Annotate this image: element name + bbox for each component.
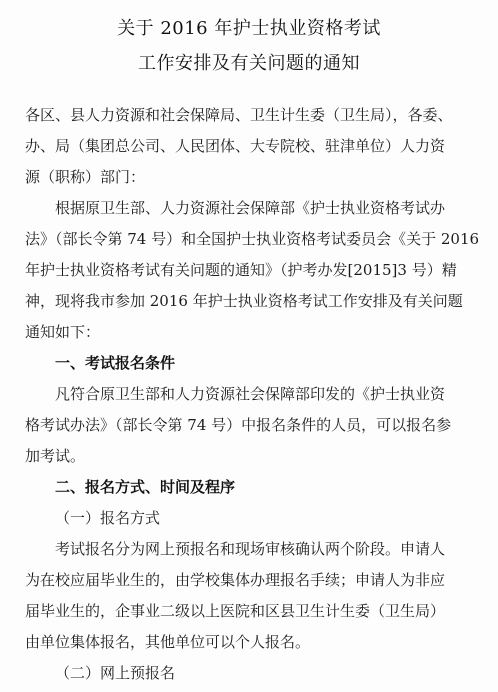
body-line: 神，现将我市参加 2016 年护士执业资格考试工作安排及有关问题	[25, 292, 463, 310]
body-line: 办、局（集团总公司、人民团体、大专院校、驻津单位）人力资	[25, 137, 446, 155]
body-line: 为在校应届毕业生的，由学校集体办理报名手续；申请人为非应	[25, 571, 446, 589]
body-line: 根据原卫生部、人力资源社会保障部《护士执业资格考试办	[55, 199, 446, 217]
body-line: 年护士执业资格考试有关问题的通知》（护考办发[2015]3 号）精	[25, 261, 457, 279]
document-title-line-2: 工作安排及有关问题的通知	[138, 53, 360, 74]
body-line: 由单位集体报名，其他单位可以个人报名。	[25, 633, 311, 651]
body-line: 格考试办法》（部长令第 74 号）中报名条件的人员，可以报名参	[25, 416, 452, 434]
body-line: 凡符合原卫生部和人力资源社会保障部印发的《护士执业资	[55, 385, 446, 403]
body-line: 加考试。	[25, 447, 86, 465]
body-line: 各区、县人力资源和社会保障局、卫生计生委（卫生局），各委、	[25, 106, 453, 124]
body-line: 源（职称）部门：	[25, 168, 146, 186]
section-heading-1: 一、考试报名条件	[55, 354, 176, 372]
body-line: 届毕业生的，企事业二级以上医院和区县卫生计生委（卫生局）	[25, 602, 446, 620]
section-heading-2: 二、报名方式、时间及程序	[55, 478, 236, 496]
subsection-heading-1: （一）报名方式	[55, 509, 161, 527]
subsection-heading-2: （二）网上预报名	[55, 664, 176, 682]
body-line: 通知如下：	[25, 323, 101, 341]
body-line: 考试报名分为网上预报名和现场审核确认两个阶段。申请人	[55, 540, 446, 558]
document-title-line-1: 关于 2016 年护士执业资格考试	[117, 18, 381, 39]
body-line: 法》（部长令第 74 号）和全国护士执业资格考试委员会《关于 2016	[25, 230, 480, 248]
